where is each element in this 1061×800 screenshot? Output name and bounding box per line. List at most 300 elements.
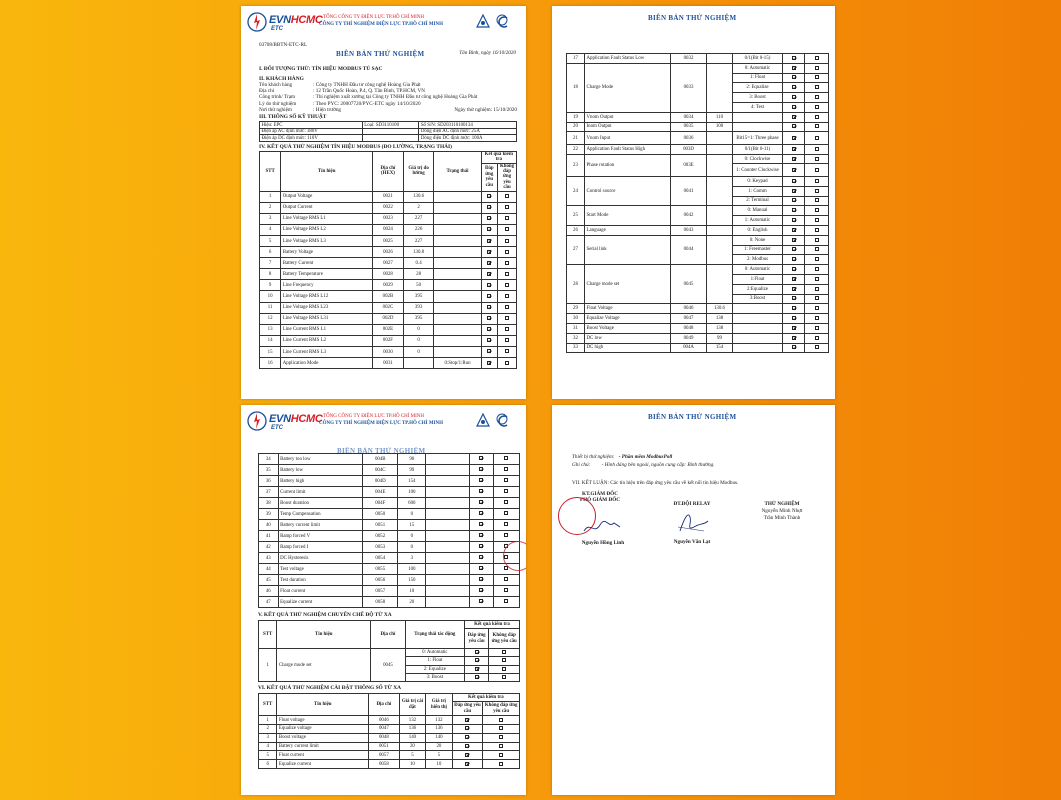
pass-checkbox bbox=[469, 531, 493, 542]
col-pass: Đáp ứng yêu cầu bbox=[454, 703, 481, 714]
row-shown-value: 20 bbox=[426, 742, 453, 751]
modbus-table-part3 bbox=[258, 453, 520, 608]
row-signal: Line Current RMS L3 bbox=[281, 346, 373, 357]
fail-checkbox bbox=[805, 186, 829, 196]
fail-checkbox bbox=[498, 191, 517, 202]
table-row bbox=[567, 112, 829, 122]
table-row bbox=[567, 265, 829, 275]
checked-box-icon bbox=[487, 305, 491, 309]
row-signal: DC high bbox=[585, 343, 671, 353]
fail-checkbox bbox=[493, 476, 519, 487]
customer-value: : Thí nghiệm xuất xưởng tại Công ty TNHH Đầu tư công nghệ Hoàng Gia Phát bbox=[313, 94, 478, 101]
row-value: 0.4 bbox=[403, 258, 434, 269]
row-stt: 36 bbox=[259, 476, 279, 487]
col-status: Trạng thái bbox=[434, 151, 481, 191]
row-status: 0: Keypad bbox=[733, 176, 783, 186]
customer-value: : 12 Trần Quốc Hoàn, P.4, Q. Tân Bình, TP.HCM, VN bbox=[313, 88, 425, 95]
table-row bbox=[259, 649, 520, 657]
customer-label: Nơi thử nghiệm bbox=[259, 106, 292, 113]
row-address: 0035 bbox=[671, 122, 707, 132]
pass-checkbox bbox=[469, 564, 493, 575]
row-signal: Equalize Voltage bbox=[585, 314, 671, 324]
row-stt: 29 bbox=[567, 304, 585, 314]
row-stt: 1 bbox=[259, 716, 277, 725]
empty-box-icon bbox=[815, 95, 819, 99]
checked-box-icon bbox=[792, 147, 796, 151]
row-address: 004A bbox=[671, 343, 707, 353]
row-signal: Charge mode set bbox=[277, 649, 371, 682]
row-set-value: 136 bbox=[399, 724, 426, 733]
row-signal: Vnom Output bbox=[585, 112, 671, 122]
table-row bbox=[260, 313, 517, 324]
document-page-3 bbox=[241, 405, 526, 795]
empty-box-icon bbox=[815, 238, 819, 242]
table-row bbox=[567, 54, 829, 64]
table-row bbox=[567, 122, 829, 132]
row-status bbox=[426, 520, 470, 531]
row-value: 2 bbox=[403, 202, 434, 213]
fail-checkbox bbox=[493, 520, 519, 531]
row-status bbox=[733, 333, 783, 343]
row-signal: Language bbox=[585, 225, 671, 235]
row-status bbox=[434, 324, 481, 335]
test-device-value: - Phần mềm ModbusPoll bbox=[618, 454, 673, 460]
row-address: 0029 bbox=[373, 280, 404, 291]
table-row bbox=[260, 269, 517, 280]
row-set-value: 140 bbox=[399, 733, 426, 742]
table-row bbox=[260, 213, 517, 224]
checked-box-icon bbox=[465, 735, 469, 739]
empty-box-icon bbox=[815, 277, 819, 281]
pass-checkbox bbox=[783, 83, 805, 93]
fail-checkbox bbox=[805, 196, 829, 206]
row-status bbox=[426, 498, 470, 509]
row-status: 0: Automatic bbox=[733, 63, 783, 73]
pass-checkbox bbox=[452, 751, 483, 760]
row-stt: 4 bbox=[259, 742, 277, 751]
fail-checkbox bbox=[805, 274, 829, 284]
row-signal: Battery too low bbox=[278, 454, 363, 465]
row-address: 002F bbox=[373, 335, 404, 346]
row-address: 0051 bbox=[369, 742, 400, 751]
table-row bbox=[259, 509, 520, 520]
test-device bbox=[572, 454, 822, 460]
row-stt: 45 bbox=[259, 575, 279, 586]
pass-checkbox bbox=[481, 346, 498, 357]
empty-box-icon bbox=[502, 675, 506, 679]
pass-checkbox bbox=[481, 302, 498, 313]
empty-box-icon bbox=[504, 478, 508, 482]
pass-checkbox bbox=[783, 265, 805, 275]
empty-box-icon bbox=[505, 316, 509, 320]
section-modbus-results: IV. KẾT QUẢ THỬ NGHIỆM TÍN HIỆU MODBUS (ĐO LƯỜNG, TRẠNG THÁI) bbox=[259, 143, 452, 150]
row-status: 1: Counter Clockwise bbox=[733, 164, 783, 177]
checked-box-icon bbox=[487, 361, 491, 365]
row-address: 0048 bbox=[369, 733, 400, 742]
relay-signature bbox=[674, 509, 710, 535]
pass-checkbox bbox=[452, 716, 483, 725]
empty-box-icon bbox=[505, 194, 509, 198]
row-stt: 40 bbox=[259, 520, 279, 531]
row-value: 0 bbox=[398, 531, 426, 542]
checked-box-icon bbox=[487, 338, 491, 342]
row-status bbox=[426, 542, 470, 553]
row-value: 15 bbox=[398, 520, 426, 531]
checked-box-icon bbox=[792, 257, 796, 261]
fail-checkbox bbox=[489, 657, 520, 665]
fail-checkbox bbox=[483, 724, 520, 733]
pass-checkbox bbox=[481, 213, 498, 224]
table-row bbox=[567, 314, 829, 324]
table-row bbox=[260, 247, 517, 258]
pass-checkbox bbox=[481, 247, 498, 258]
specs-table bbox=[259, 121, 517, 142]
table-row bbox=[260, 191, 517, 202]
empty-box-icon bbox=[505, 305, 509, 309]
checked-box-icon bbox=[792, 218, 796, 222]
brand-etc: ETC bbox=[271, 26, 283, 32]
row-set-value: 20 bbox=[399, 742, 426, 751]
checked-box-icon bbox=[479, 588, 483, 592]
row-stt: 47 bbox=[259, 597, 279, 608]
col-result: Kết quả kiểm tra bbox=[452, 694, 519, 702]
pass-checkbox bbox=[783, 294, 805, 304]
pass-checkbox bbox=[783, 284, 805, 294]
row-value: 28 bbox=[403, 269, 434, 280]
empty-box-icon bbox=[815, 85, 819, 89]
fail-checkbox bbox=[805, 144, 829, 154]
spec-cell: Hiệu: EPC bbox=[260, 122, 363, 129]
table-row bbox=[259, 751, 520, 760]
row-address: 0058 bbox=[369, 760, 400, 769]
row-address: 003D bbox=[671, 144, 707, 154]
row-status: 4: Test bbox=[733, 102, 783, 112]
checked-box-icon bbox=[487, 349, 491, 353]
note-label: Ghi chú: bbox=[572, 462, 591, 469]
row-value bbox=[707, 235, 733, 264]
row-address: 0045 bbox=[371, 649, 406, 682]
row-signal: Line Voltage RMS L23 bbox=[281, 302, 373, 313]
row-value: 130.8 bbox=[403, 247, 434, 258]
row-status bbox=[426, 586, 470, 597]
fail-checkbox bbox=[493, 575, 519, 586]
pass-checkbox bbox=[469, 509, 493, 520]
row-status bbox=[434, 346, 481, 357]
row-value bbox=[707, 144, 733, 154]
row-value: 0 bbox=[398, 509, 426, 520]
row-value: 227 bbox=[403, 213, 434, 224]
row-status: 0: Clockwise bbox=[733, 154, 783, 164]
row-address: 0057 bbox=[363, 586, 398, 597]
table-row bbox=[567, 235, 829, 245]
row-status: 0: None bbox=[733, 235, 783, 245]
col-stt: STT bbox=[260, 151, 281, 191]
row-status: 2: Terminal bbox=[733, 196, 783, 206]
row-address: 0055 bbox=[363, 564, 398, 575]
row-signal: Application Fault Status High bbox=[585, 144, 671, 154]
row-address: 0032 bbox=[671, 54, 707, 64]
row-address: 004C bbox=[363, 465, 398, 476]
empty-box-icon bbox=[505, 205, 509, 209]
customer-label: Địa chỉ bbox=[259, 88, 275, 95]
empty-box-icon bbox=[505, 239, 509, 243]
pass-checkbox bbox=[464, 673, 488, 681]
fail-checkbox bbox=[498, 280, 517, 291]
modbus-table-part1 bbox=[259, 151, 517, 369]
pass-checkbox bbox=[481, 335, 498, 346]
pass-checkbox bbox=[452, 742, 483, 751]
place-date: Tân Bình, ngày 16/10/2020 bbox=[459, 50, 516, 56]
row-value: 90 bbox=[398, 454, 426, 465]
pass-checkbox bbox=[481, 313, 498, 324]
fail-checkbox bbox=[805, 245, 829, 255]
table-row bbox=[259, 498, 520, 509]
fail-checkbox bbox=[805, 294, 829, 304]
row-value: 99 bbox=[707, 333, 733, 343]
empty-box-icon bbox=[815, 306, 819, 310]
document-page-4 bbox=[552, 405, 835, 795]
row-value: 0 bbox=[403, 324, 434, 335]
spec-cell: Số S/N: SD203110100134 bbox=[419, 122, 517, 129]
pass-checkbox bbox=[452, 733, 483, 742]
row-value: 600 bbox=[398, 498, 426, 509]
signer-test-role: THỬ NGHIỆM bbox=[764, 501, 800, 507]
row-status: 3: Boost bbox=[733, 93, 783, 103]
row-stt: 12 bbox=[260, 313, 281, 324]
pass-checkbox bbox=[783, 343, 805, 353]
letterhead-p3 bbox=[241, 405, 526, 437]
pass-checkbox bbox=[481, 324, 498, 335]
certification-triangle-icon bbox=[476, 14, 490, 30]
row-signal: Charge Mode bbox=[585, 63, 671, 112]
empty-box-icon bbox=[505, 261, 509, 265]
pass-checkbox bbox=[783, 235, 805, 245]
row-status bbox=[733, 343, 783, 353]
row-address: 0021 bbox=[373, 191, 404, 202]
row-signal: Battery Voltage bbox=[281, 247, 373, 258]
row-stt: 20 bbox=[567, 122, 585, 132]
checked-box-icon bbox=[487, 250, 491, 254]
table-row bbox=[260, 346, 517, 357]
row-address: 0034 bbox=[671, 112, 707, 122]
row-stt: 6 bbox=[259, 760, 277, 769]
row-status bbox=[733, 122, 783, 132]
empty-box-icon bbox=[815, 198, 819, 202]
row-status: 0/1(Bit 0-11) bbox=[733, 144, 783, 154]
row-signal: Battery current limit bbox=[277, 742, 369, 751]
row-address: 0024 bbox=[373, 224, 404, 235]
checked-box-icon bbox=[792, 136, 796, 140]
row-address: 0048 bbox=[671, 323, 707, 333]
empty-box-icon bbox=[504, 588, 508, 592]
empty-box-icon bbox=[504, 577, 508, 581]
row-status bbox=[434, 335, 481, 346]
checked-box-icon bbox=[465, 753, 469, 757]
document-page-1 bbox=[241, 6, 526, 399]
document-page-2 bbox=[552, 6, 835, 399]
evn-logo-icon bbox=[247, 411, 267, 431]
pass-checkbox bbox=[783, 314, 805, 324]
col-address: Địa chỉ bbox=[369, 694, 400, 716]
row-value: 10 bbox=[398, 586, 426, 597]
fail-checkbox bbox=[498, 247, 517, 258]
row-stt: 3 bbox=[260, 213, 281, 224]
checked-box-icon bbox=[487, 272, 491, 276]
row-stt: 11 bbox=[260, 302, 281, 313]
row-address: 0047 bbox=[671, 314, 707, 324]
row-status bbox=[426, 487, 470, 498]
checked-box-icon bbox=[475, 667, 479, 671]
row-status bbox=[426, 575, 470, 586]
fail-checkbox bbox=[805, 304, 829, 314]
row-address: 0026 bbox=[373, 247, 404, 258]
empty-box-icon bbox=[505, 349, 509, 353]
table-row bbox=[567, 343, 829, 353]
row-address: 0025 bbox=[373, 236, 404, 247]
row-signal: Float voltage bbox=[277, 716, 369, 725]
row-address: 0030 bbox=[373, 346, 404, 357]
row-address: 0046 bbox=[671, 304, 707, 314]
pass-checkbox bbox=[783, 333, 805, 343]
col-value: Giá trị đo lường bbox=[403, 151, 434, 191]
row-stt: 13 bbox=[260, 324, 281, 335]
row-status bbox=[426, 531, 470, 542]
empty-box-icon bbox=[502, 667, 506, 671]
empty-box-icon bbox=[815, 115, 819, 119]
empty-box-icon bbox=[502, 658, 506, 662]
spec-cell: Điện áp DC định mức: 110V bbox=[260, 135, 363, 142]
pass-checkbox bbox=[783, 102, 805, 112]
empty-box-icon bbox=[815, 208, 819, 212]
row-signal: Equalize current bbox=[277, 760, 369, 769]
checked-box-icon bbox=[475, 650, 479, 654]
empty-box-icon bbox=[505, 250, 509, 254]
checked-box-icon bbox=[479, 467, 483, 471]
row-status bbox=[434, 313, 481, 324]
row-address: 0052 bbox=[363, 531, 398, 542]
pass-checkbox bbox=[783, 225, 805, 235]
col-stt: STT bbox=[259, 621, 277, 649]
row-stt: 21 bbox=[567, 132, 585, 145]
row-stt: 19 bbox=[567, 112, 585, 122]
row-status bbox=[733, 112, 783, 122]
pass-checkbox bbox=[783, 176, 805, 186]
row-signal: Test voltage bbox=[278, 564, 363, 575]
row-address: 0033 bbox=[671, 63, 707, 112]
checked-box-icon bbox=[487, 316, 491, 320]
pass-checkbox bbox=[469, 586, 493, 597]
pass-checkbox bbox=[783, 304, 805, 314]
conclusion: VII. KẾT LUẬN: Các tín hiệu trên đáp ứng yêu cầu về kết nối tín hiệu Modbus. bbox=[572, 480, 739, 487]
row-stt: 17 bbox=[567, 54, 585, 64]
checked-box-icon bbox=[479, 489, 483, 493]
checked-box-icon bbox=[792, 345, 796, 349]
checked-box-icon bbox=[465, 744, 469, 748]
row-status: 1: Freemaster bbox=[733, 245, 783, 255]
row-signal: Line Current RMS L1 bbox=[281, 324, 373, 335]
pass-checkbox bbox=[469, 465, 493, 476]
col-shown-value: Giá trị hiển thị bbox=[426, 694, 453, 716]
table-row bbox=[260, 202, 517, 213]
fail-checkbox bbox=[805, 235, 829, 245]
row-stt: 2 bbox=[259, 724, 277, 733]
iso-badge-icon bbox=[496, 14, 512, 30]
empty-box-icon bbox=[505, 327, 509, 331]
pass-checkbox bbox=[464, 649, 488, 657]
row-value: 150 bbox=[398, 575, 426, 586]
checked-box-icon bbox=[487, 283, 491, 287]
checked-box-icon bbox=[792, 66, 796, 70]
row-signal: Inom Output bbox=[585, 122, 671, 132]
checked-box-icon bbox=[792, 247, 796, 251]
row-action-status: 3: Boost bbox=[405, 673, 464, 681]
empty-box-icon bbox=[499, 735, 503, 739]
checked-box-icon bbox=[792, 287, 796, 291]
col-result: Kết quả kiểm tra bbox=[464, 621, 519, 629]
checked-box-icon bbox=[792, 95, 796, 99]
row-value: 99 bbox=[398, 465, 426, 476]
row-address: 0056 bbox=[363, 575, 398, 586]
empty-box-icon bbox=[499, 753, 503, 757]
empty-box-icon bbox=[505, 283, 509, 287]
row-signal: Application Fault Status Low bbox=[585, 54, 671, 64]
table-row bbox=[567, 304, 829, 314]
parent-company: TỔNG CÔNG TY ĐIỆN LỰC TP.HỒ CHÍ MINH bbox=[323, 414, 425, 419]
row-status bbox=[434, 202, 481, 213]
fail-checkbox bbox=[805, 122, 829, 132]
row-stt: 2 bbox=[260, 202, 281, 213]
table-row bbox=[260, 335, 517, 346]
fail-checkbox bbox=[805, 323, 829, 333]
pass-checkbox bbox=[783, 164, 805, 177]
fail-checkbox bbox=[805, 343, 829, 353]
pass-checkbox bbox=[783, 245, 805, 255]
note bbox=[572, 462, 822, 468]
modbus-table-part2 bbox=[566, 53, 829, 353]
table-row bbox=[259, 742, 520, 751]
table-row bbox=[567, 225, 829, 235]
empty-box-icon bbox=[505, 338, 509, 342]
pass-checkbox bbox=[469, 498, 493, 509]
row-stt: 9 bbox=[260, 280, 281, 291]
fail-checkbox bbox=[498, 269, 517, 280]
table-row bbox=[260, 280, 517, 291]
row-status: 1: Float bbox=[733, 73, 783, 83]
row-address: 0043 bbox=[671, 225, 707, 235]
row-signal: Start Mode bbox=[585, 206, 671, 226]
col-signal: Tín hiệu bbox=[281, 151, 373, 191]
empty-box-icon bbox=[502, 650, 506, 654]
pass-checkbox bbox=[481, 224, 498, 235]
empty-box-icon bbox=[815, 336, 819, 340]
row-stt: 3 bbox=[259, 733, 277, 742]
table-row bbox=[260, 358, 517, 369]
checked-box-icon bbox=[487, 205, 491, 209]
checked-box-icon bbox=[487, 194, 491, 198]
customer-label: Lý do thử nghiệm bbox=[259, 100, 297, 107]
row-value: 100 bbox=[398, 487, 426, 498]
row-stt: 8 bbox=[260, 269, 281, 280]
checked-box-icon bbox=[792, 336, 796, 340]
certification-triangle-icon bbox=[476, 413, 490, 429]
checked-box-icon bbox=[465, 718, 469, 722]
fail-checkbox bbox=[498, 291, 517, 302]
table-row bbox=[567, 132, 829, 145]
checked-box-icon bbox=[487, 294, 491, 298]
row-address: 0049 bbox=[671, 333, 707, 343]
row-value: 226 bbox=[403, 224, 434, 235]
pass-checkbox bbox=[783, 274, 805, 284]
